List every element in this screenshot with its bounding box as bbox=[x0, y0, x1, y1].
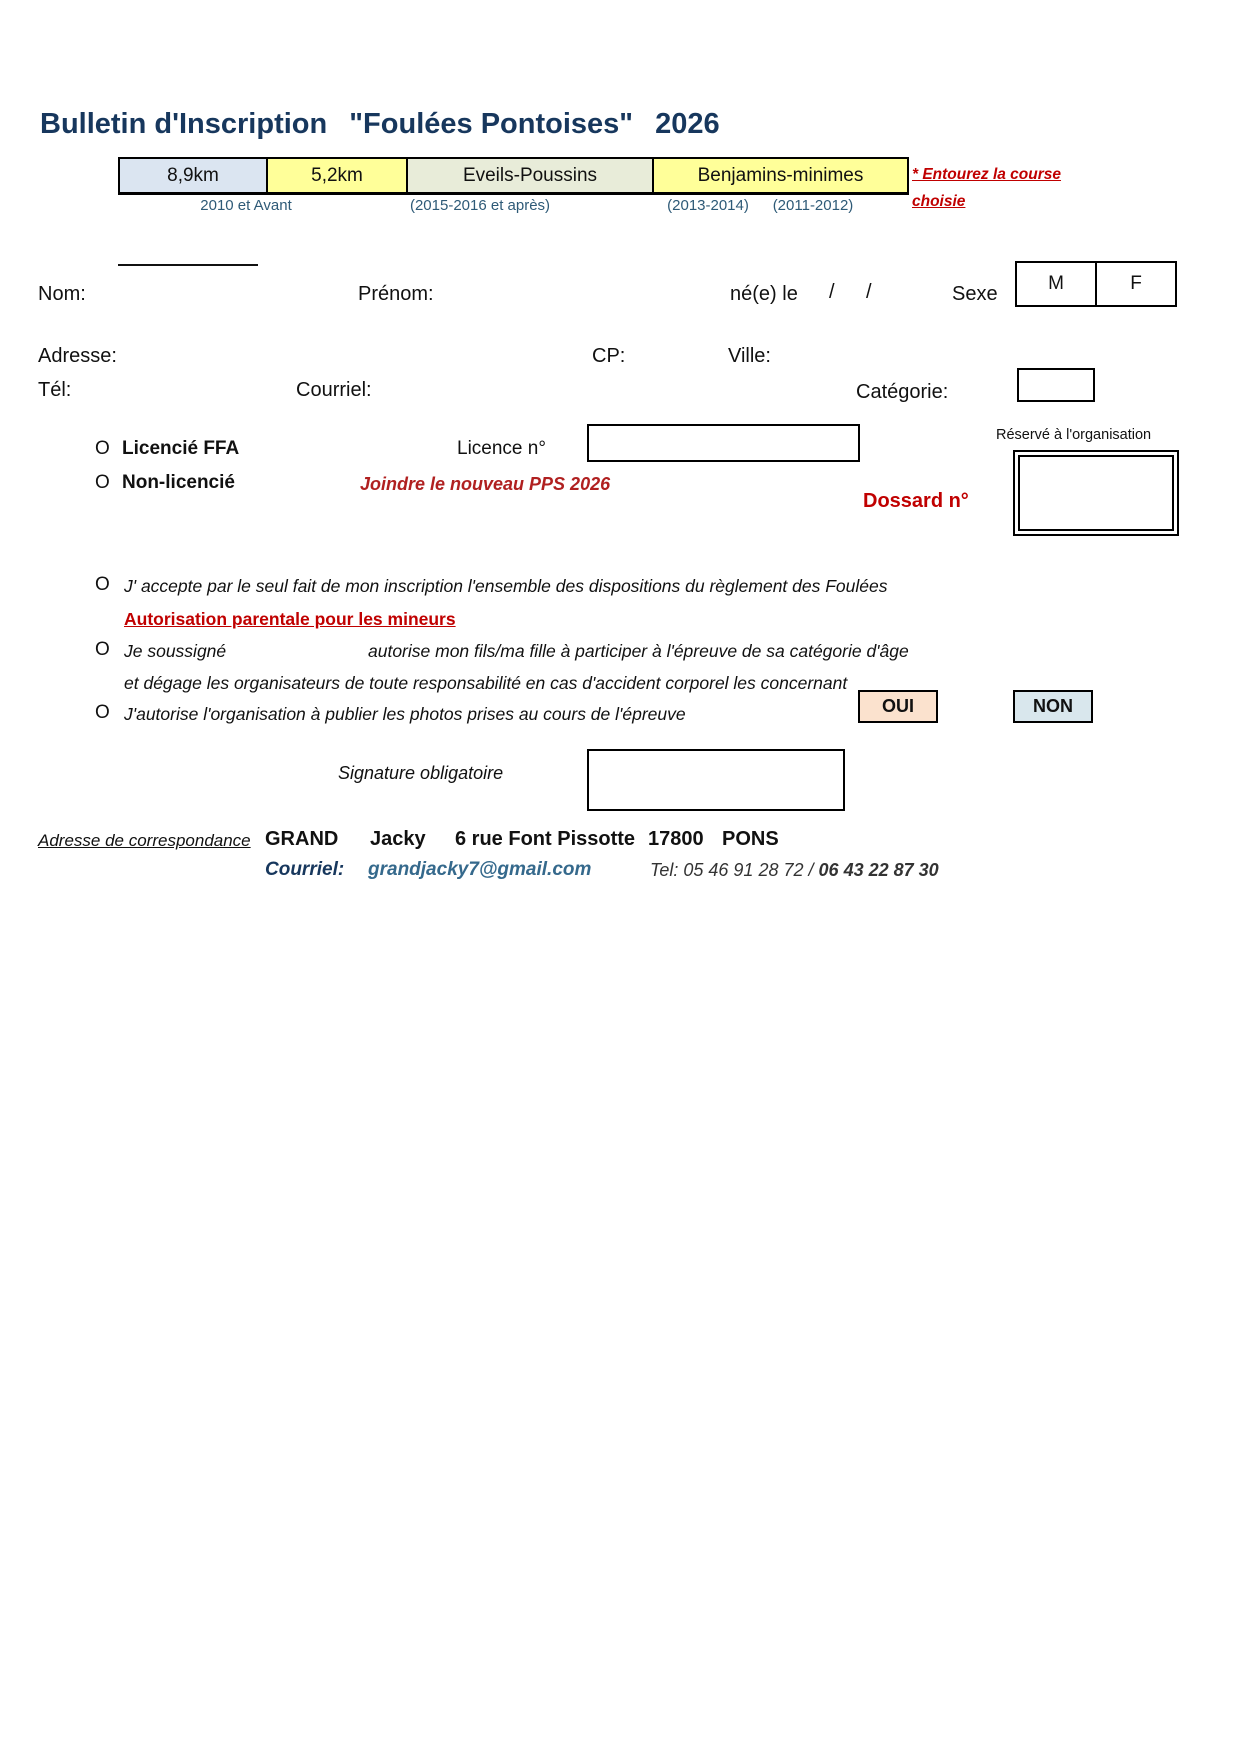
soussigne-text: Je soussigné bbox=[124, 641, 227, 661]
reserved-organisation-label: Réservé à l'organisation bbox=[996, 427, 1152, 443]
page-title bbox=[40, 108, 720, 141]
tel-number-2: 06 43 22 87 30 bbox=[818, 860, 939, 880]
title-race-name: "Foulées Pontoises" bbox=[349, 108, 634, 140]
sexe-f-box[interactable]: F bbox=[1095, 263, 1175, 305]
non-box[interactable]: NON bbox=[1013, 690, 1093, 723]
option-circle-non-licencie[interactable]: O bbox=[95, 472, 110, 493]
option-circle-licencie[interactable]: O bbox=[95, 438, 110, 459]
cp-label: CP: bbox=[592, 345, 626, 367]
birthdate-label: né(e) le bbox=[730, 283, 798, 305]
signature-label: Signature obligatoire bbox=[338, 763, 504, 783]
race-cell-benjamins-minimes[interactable]: Benjamins-minimes bbox=[652, 159, 907, 192]
correspondence-last-name: GRAND bbox=[265, 828, 339, 850]
birthdate-slash-1: / bbox=[829, 281, 835, 303]
race-years-8-9km: 2010 et Avant bbox=[200, 197, 292, 214]
licence-no-input-box[interactable] bbox=[587, 424, 860, 462]
birthdate-slash-2: / bbox=[866, 281, 872, 303]
tel-label: Tel: bbox=[650, 860, 679, 880]
correspondence-postal-code: 17800 bbox=[648, 828, 704, 850]
licence-no-label: Licence n° bbox=[457, 438, 546, 459]
liability-release-text: et dégage les organisateurs de toute responsabilité en cas d'accident corporel les concernant bbox=[124, 673, 848, 693]
sexe-selector bbox=[1015, 261, 1177, 307]
correspondence-tel bbox=[650, 860, 939, 881]
correspondence-city: PONS bbox=[722, 828, 779, 850]
sexe-m-box[interactable]: M bbox=[1048, 273, 1064, 294]
title-year: 2026 bbox=[655, 108, 720, 140]
option-circle-photos[interactable]: O bbox=[95, 702, 110, 723]
correspondence-street: 6 rue Font Pissotte bbox=[455, 828, 636, 850]
licencie-ffa-label: Licencié FFA bbox=[122, 438, 240, 459]
tel-number-1: 05 46 91 28 72 bbox=[683, 860, 804, 880]
oui-box[interactable]: OUI bbox=[858, 690, 938, 723]
race-selection-table bbox=[118, 157, 909, 195]
categorie-input-box[interactable] bbox=[1017, 368, 1095, 402]
tel-label: Tél: bbox=[38, 379, 72, 401]
correspondence-label: Adresse de correspondance bbox=[38, 831, 251, 850]
categorie-label: Catégorie: bbox=[856, 381, 949, 403]
non-licencie-label: Non-licencié bbox=[122, 472, 235, 493]
parental-authorization-heading: Autorisation parentale pour les mineurs bbox=[124, 609, 456, 629]
circle-course-note-line2: choisie bbox=[912, 193, 966, 210]
pps-note: Joindre le nouveau PPS 2026 bbox=[360, 474, 611, 494]
nom-label: Nom: bbox=[38, 283, 86, 305]
prenom-label: Prénom: bbox=[358, 283, 434, 305]
tel-separator: / bbox=[808, 860, 814, 880]
option-circle-soussigne[interactable]: O bbox=[95, 639, 110, 660]
race-cell-8-9km[interactable]: 8,9km bbox=[120, 159, 266, 192]
correspondence-email: grandjacky7@gmail.com bbox=[368, 859, 592, 880]
sexe-label: Sexe bbox=[952, 283, 998, 305]
dossard-label: Dossard n° bbox=[863, 490, 969, 512]
divider-line bbox=[118, 264, 258, 266]
race-years-minimes: (2011-2012) bbox=[772, 197, 854, 214]
dossard-box-inner bbox=[1018, 455, 1174, 531]
photos-consent-text: J'autorise l'organisation à publier les photos prises au cours de l'épreuve bbox=[124, 704, 686, 724]
race-years-benjamins: (2013-2014) bbox=[667, 197, 749, 214]
correspondence-courriel-label: Courriel: bbox=[265, 859, 345, 880]
courriel-label: Courriel: bbox=[296, 379, 372, 401]
title-prefix: Bulletin d'Inscription bbox=[40, 108, 328, 140]
option-circle-accept[interactable]: O bbox=[95, 574, 110, 595]
authorize-child-text: autorise mon fils/ma fille à participer à l'épreuve de sa catégorie d'âge bbox=[368, 641, 909, 661]
accept-rules-text: J' accepte par le seul fait de mon inscription l'ensemble des dispositions du règlement des Foulées bbox=[124, 576, 888, 596]
signature-box[interactable] bbox=[587, 749, 845, 811]
dossard-box[interactable] bbox=[1013, 450, 1179, 536]
circle-course-note bbox=[912, 161, 1072, 215]
correspondence-first-name: Jacky bbox=[370, 828, 426, 850]
race-years-eveils: (2015-2016 et après) bbox=[409, 197, 551, 214]
race-cell-eveils-poussins[interactable]: Eveils-Poussins bbox=[406, 159, 652, 192]
adresse-label: Adresse: bbox=[38, 345, 117, 367]
circle-course-note-line1: * Entourez la course bbox=[912, 166, 1062, 183]
race-cell-5-2km[interactable]: 5,2km bbox=[266, 159, 406, 192]
ville-label: Ville: bbox=[728, 345, 771, 367]
